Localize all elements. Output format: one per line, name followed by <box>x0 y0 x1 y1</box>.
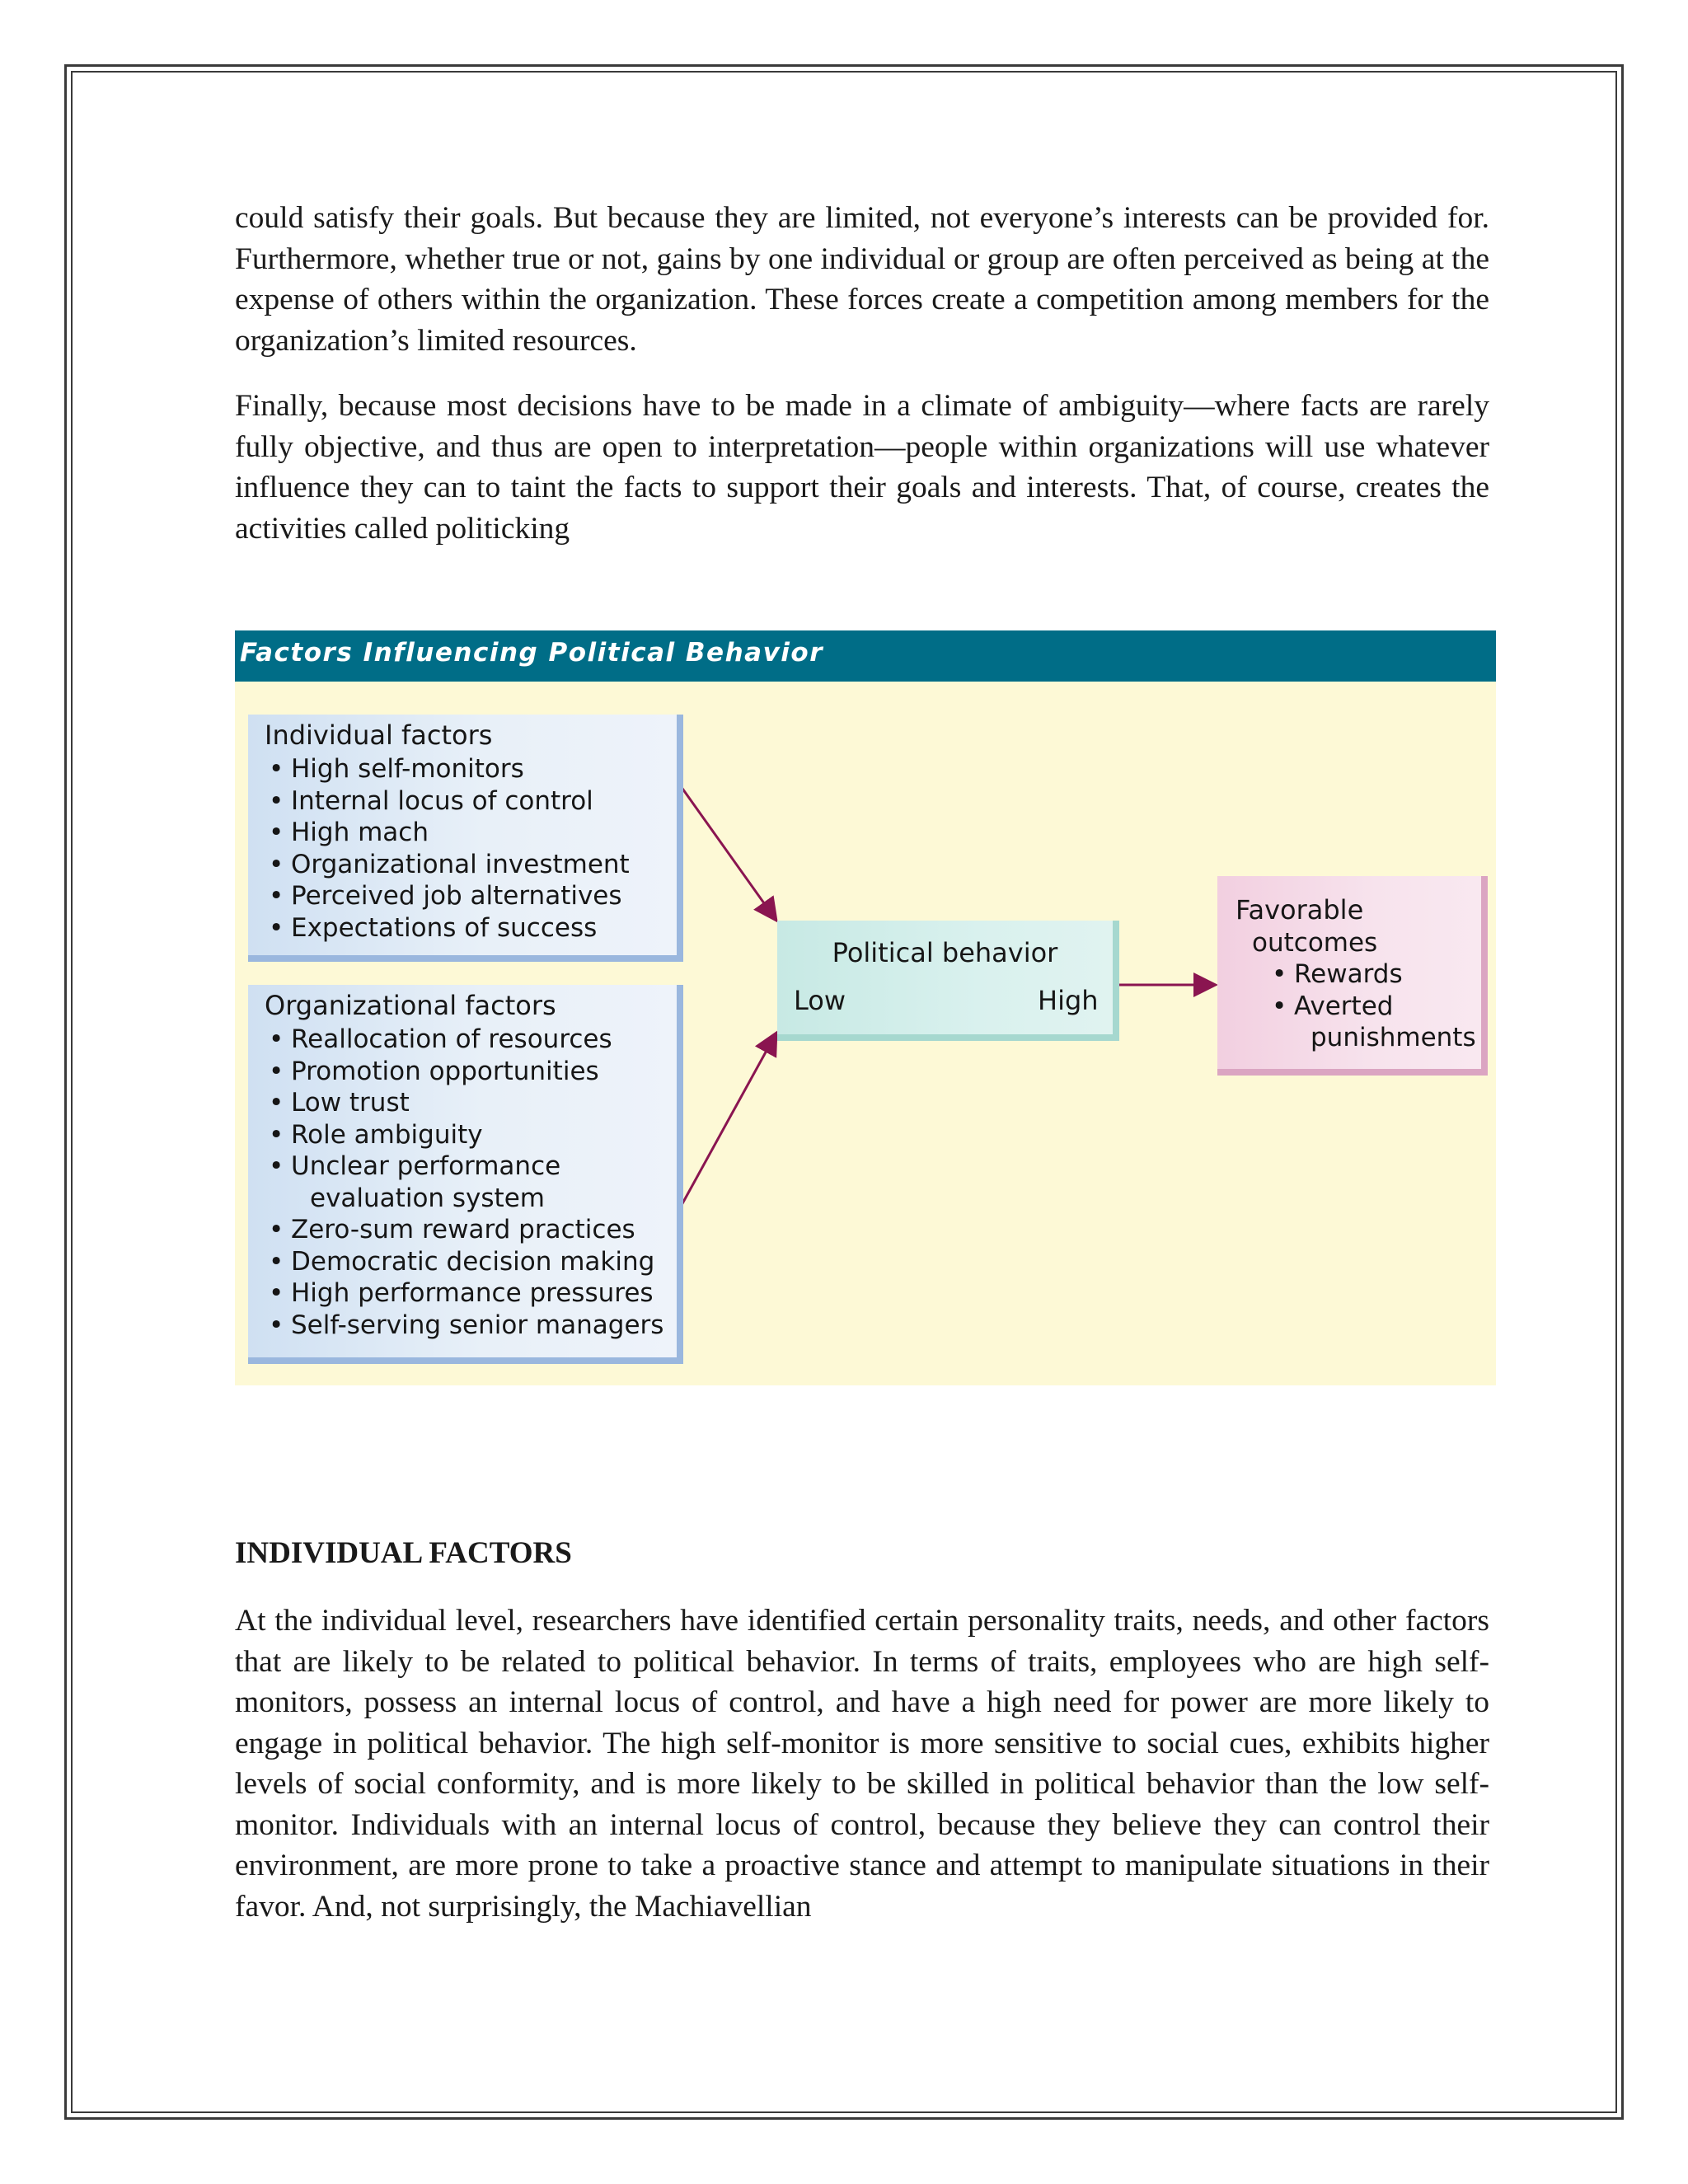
individual-factors-title: Individual factors <box>265 719 493 751</box>
list-item: • Perceived job alternatives <box>269 881 622 911</box>
list-item: • High performance pressures <box>269 1278 654 1308</box>
list-item: • Rewards <box>1272 959 1403 989</box>
list-item: • Unclear performance <box>269 1151 561 1181</box>
section-heading: INDIVIDUAL FACTORS <box>235 1536 572 1570</box>
list-item: • Zero-sum reward practices <box>269 1215 635 1244</box>
favorable-outcomes-box <box>1217 876 1488 1076</box>
paragraph-limited-resources: could satisfy their goals. But because they are limited, not everyone’s interests can be provided for. Furthermore, whether true or not, gains by one individual or group are often perceived as being at the expense of others within the organization. These forces create a competition among members for the organization’s limited resources. <box>235 201 1489 358</box>
individual-factors-box <box>248 715 683 962</box>
list-item: • High mach <box>269 818 429 847</box>
list-item: • High self-monitors <box>269 754 524 784</box>
outcomes-title-line2: outcomes <box>1252 928 1378 958</box>
list-item: • Internal locus of control <box>269 785 593 816</box>
outcomes-list <box>1272 958 1476 1054</box>
list-item: • Self-serving senior managers <box>269 1310 664 1340</box>
list-item: • Role ambiguity <box>269 1119 483 1150</box>
figure-title: Factors Influencing Political Behavior <box>240 638 823 668</box>
list-item: • Promotion opportunities <box>269 1056 599 1086</box>
organizational-factors-box <box>248 985 683 1364</box>
political-behavior-title: Political behavior <box>832 937 1058 968</box>
individual-factors-list <box>269 753 630 944</box>
list-item: • Democratic decision making <box>269 1246 655 1277</box>
list-item: • Organizational investment <box>269 849 630 879</box>
arrow-organizational-to-behavior <box>677 1033 776 1214</box>
list-item: • Low trust <box>269 1088 410 1118</box>
organizational-factors-list <box>269 1024 663 1341</box>
organizational-factors-title: Organizational factors <box>265 990 556 1021</box>
list-item: • Reallocation of resources <box>269 1024 612 1054</box>
political-behavior-figure <box>235 630 1496 1385</box>
scale-high-label: High <box>1038 985 1099 1016</box>
arrow-individual-to-behavior <box>677 780 776 921</box>
list-item: • Expectations of success <box>269 912 598 943</box>
list-item: • Averted <box>1272 991 1394 1021</box>
list-item-continuation: evaluation system <box>310 1183 545 1213</box>
scale-low-label: Low <box>794 985 846 1016</box>
paragraph-ambiguity: Finally, because most decisions have to be made in a climate of ambiguity—where facts are rarely fully objective, and thus are open to interpretation—people within organizations will use whatever influence they can to taint the facts to support their goals and interests. That, of course, creates the activities called politicking <box>235 389 1489 546</box>
outcomes-title-line1: Favorable <box>1236 894 1364 926</box>
political-behavior-box <box>777 921 1119 1041</box>
paragraph-individual-factors: At the individual level, researchers have identified certain personality traits, needs, and other factors that are likely to be related to political behavior. In terms of traits, employees who are high self-monitors, possess an internal locus of control, and have a high need for power are more likely to engage in political behavior. The high self-monitor is more sensitive to social cues, exhibits higher levels of social conformity, and is more likely to be skilled in political behavior than the low self-monitor. Individuals with an internal locus of control, because they believe they can control their environment, are more prone to take a proactive stance and attempt to manipulate situations in their favor. And, not surprisingly, the Machiavellian <box>235 1604 1489 1924</box>
list-item-continuation: punishments <box>1311 1023 1476 1052</box>
